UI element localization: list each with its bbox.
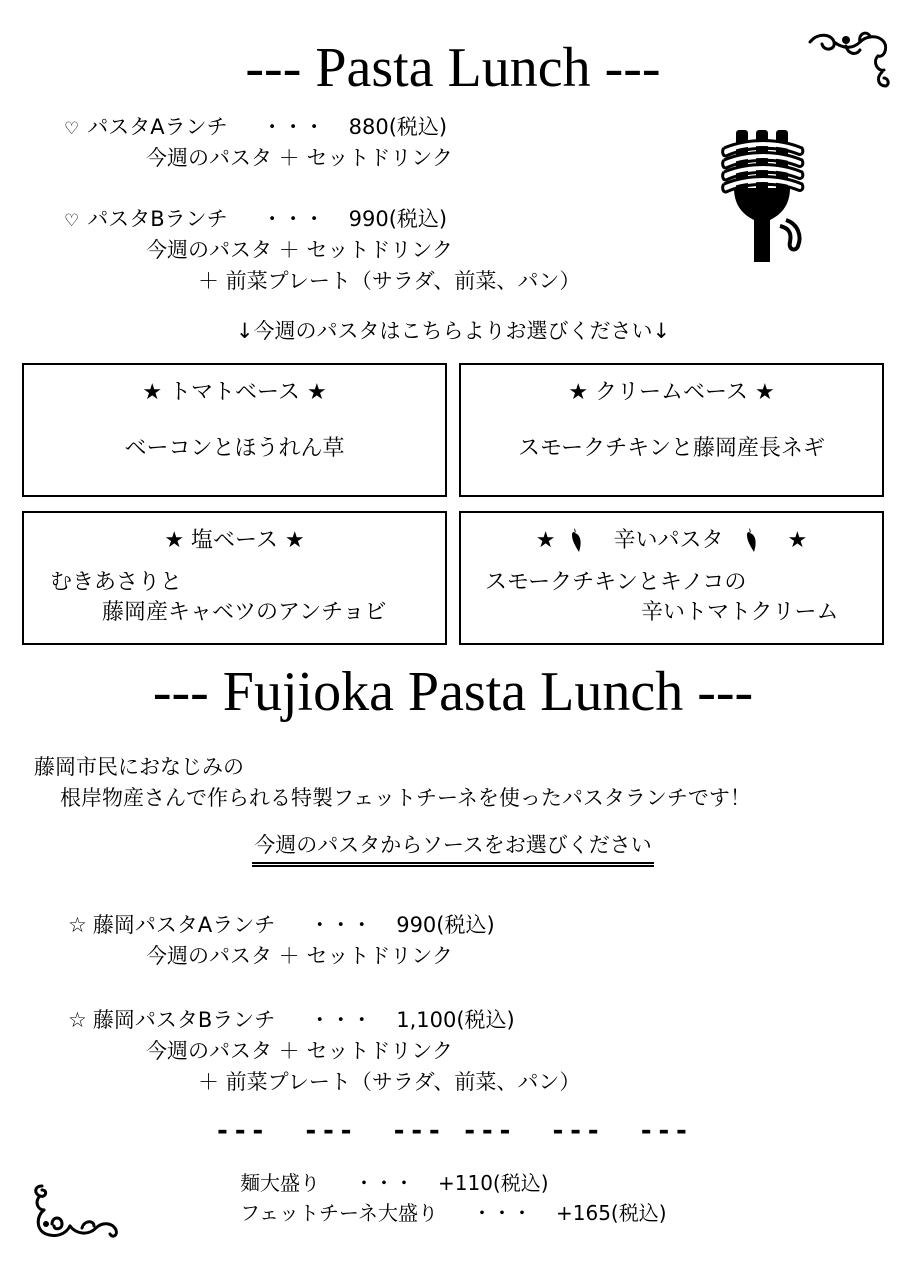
extra-price: +165(税込)	[556, 1201, 667, 1225]
star-outline-icon: ☆	[68, 1008, 87, 1032]
item-name: パスタBランチ	[87, 207, 228, 231]
extra-fettuccine-large	[240, 1200, 667, 1226]
fork-pasta-icon	[718, 128, 808, 262]
menu-item-pasta-b	[64, 206, 447, 234]
extra-price: +110(税込)	[438, 1171, 549, 1195]
item-description: 今週のパスタ ＋ セットドリンク	[146, 1039, 453, 1063]
menu-item-pasta-a	[64, 114, 447, 142]
item-description: ＋ 前菜プレート（サラダ、前菜、パン）	[198, 269, 581, 293]
item-price: 1,100(税込)	[396, 1008, 515, 1032]
item-description: 今週のパスタ ＋ セットドリンク	[146, 944, 453, 968]
item-dots: ・・・	[309, 1008, 373, 1032]
star-icon: ★	[787, 528, 808, 553]
sauce-box-tomato	[22, 363, 447, 497]
extra-noodle-large	[240, 1170, 549, 1196]
box-text: 藤岡産キャベツのアンチョビ	[102, 600, 387, 625]
extra-dots: ・・・	[354, 1171, 414, 1195]
box-text: スモークチキンと藤岡産長ネギ	[518, 436, 825, 461]
section2-choose-note	[0, 832, 906, 867]
box-text: 辛いトマトクリーム	[641, 600, 839, 625]
choose-note-text: 今週のパスタからソースをお選びください	[252, 832, 654, 867]
box-heading	[461, 527, 882, 555]
chili-pepper-icon	[745, 527, 759, 553]
item-price: 990(税込)	[396, 913, 495, 937]
item-price: 990(税込)	[348, 207, 448, 231]
menu-item-fujioka-b	[68, 1007, 515, 1033]
item-name: パスタAランチ	[87, 115, 228, 139]
star-outline-icon: ☆	[68, 913, 87, 937]
item-name: 藤岡パスタAランチ	[92, 913, 276, 937]
box-heading-text: 辛いパスタ	[613, 528, 724, 553]
box-heading: ★ 塩ベース ★	[164, 528, 305, 553]
extra-name: 麺大盛り	[240, 1171, 320, 1195]
intro-line: 根岸物産さんで作られる特製フェットチーネを使ったパスタランチです！	[60, 786, 751, 810]
section2-title: --- Fujioka Pasta Lunch ---	[152, 661, 754, 723]
item-description: 今週のパスタ ＋ セットドリンク	[146, 146, 453, 170]
menu-item-fujioka-a	[68, 912, 495, 938]
item-description: 今週のパスタ ＋ セットドリンク	[146, 238, 453, 262]
box-heading: ★ クリームベース ★	[568, 380, 775, 405]
heart-icon: ♡	[64, 119, 80, 139]
intro-line: 藤岡市民におなじみの	[34, 755, 244, 779]
corner-ornament-bottom-left-icon	[30, 1180, 120, 1244]
star-icon: ★	[535, 528, 556, 553]
sauce-box-cream	[459, 363, 884, 497]
box-text: ベーコンとほうれん草	[124, 436, 345, 461]
choose-note: ↓今週のパスタはこちらよりお選びください↓	[235, 319, 671, 343]
item-price: 880(税込)	[348, 115, 448, 139]
heart-icon: ♡	[64, 211, 80, 231]
extra-name: フェットチーネ大盛り	[240, 1201, 438, 1225]
separator: --- --- --- --- --- ---	[214, 1116, 692, 1146]
sauce-box-salt	[22, 511, 447, 645]
item-name: 藤岡パスタBランチ	[92, 1008, 276, 1032]
box-text: むきあさりと	[50, 570, 183, 595]
chili-pepper-icon	[570, 527, 584, 553]
item-description: ＋ 前菜プレート（サラダ、前菜、パン）	[198, 1070, 581, 1094]
section1-title: --- Pasta Lunch ---	[245, 37, 661, 99]
item-dots: ・・・	[309, 913, 373, 937]
sauce-box-spicy	[459, 511, 884, 645]
box-text: スモークチキンとキノコの	[485, 570, 747, 595]
extra-dots: ・・・	[472, 1201, 532, 1225]
item-dots: ・・・	[261, 207, 325, 231]
item-dots: ・・・	[261, 115, 325, 139]
box-heading: ★ トマトベース ★	[142, 380, 327, 405]
